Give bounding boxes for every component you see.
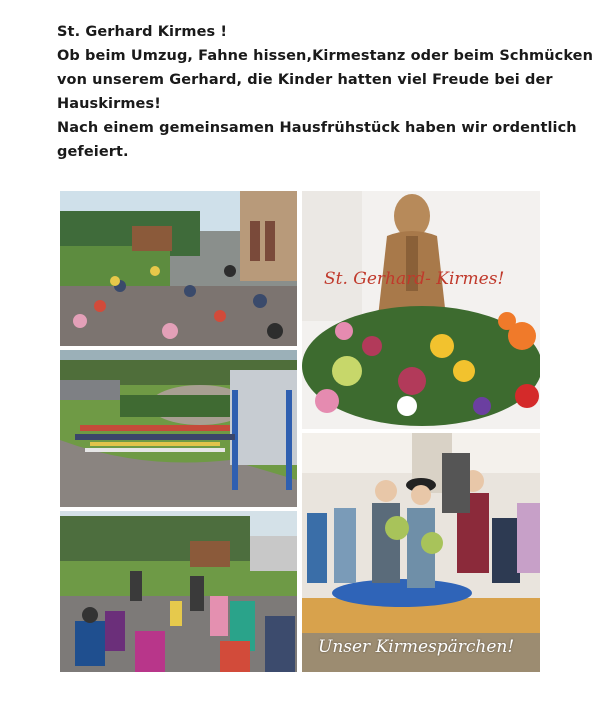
photo-procession (60, 511, 297, 672)
photo-circle-dance (60, 191, 297, 346)
intro-line: gefeiert. (57, 144, 129, 160)
statue-caption: St. Gerhard- Kirmes! (324, 269, 505, 289)
intro-text (57, 20, 594, 164)
couple-caption: Unser Kirmespärchen! (318, 637, 515, 657)
intro-title: St. Gerhard Kirmes ! (57, 24, 228, 40)
intro-line: von unserem Gerhard, die Kinder hatten viel Freude bei der (57, 72, 553, 88)
photo-gerhard-statue (302, 191, 540, 429)
photo-group-aerial (60, 350, 297, 507)
intro-line: Hauskirmes! (57, 96, 161, 112)
photo-kirmes-couple (302, 433, 540, 672)
intro-line: Nach einem gemeinsamen Hausfrühstück haben wir ordentlich (57, 120, 577, 136)
intro-line: Ob beim Umzug, Fahne hissen,Kirmestanz oder beim Schmücken (57, 48, 594, 64)
